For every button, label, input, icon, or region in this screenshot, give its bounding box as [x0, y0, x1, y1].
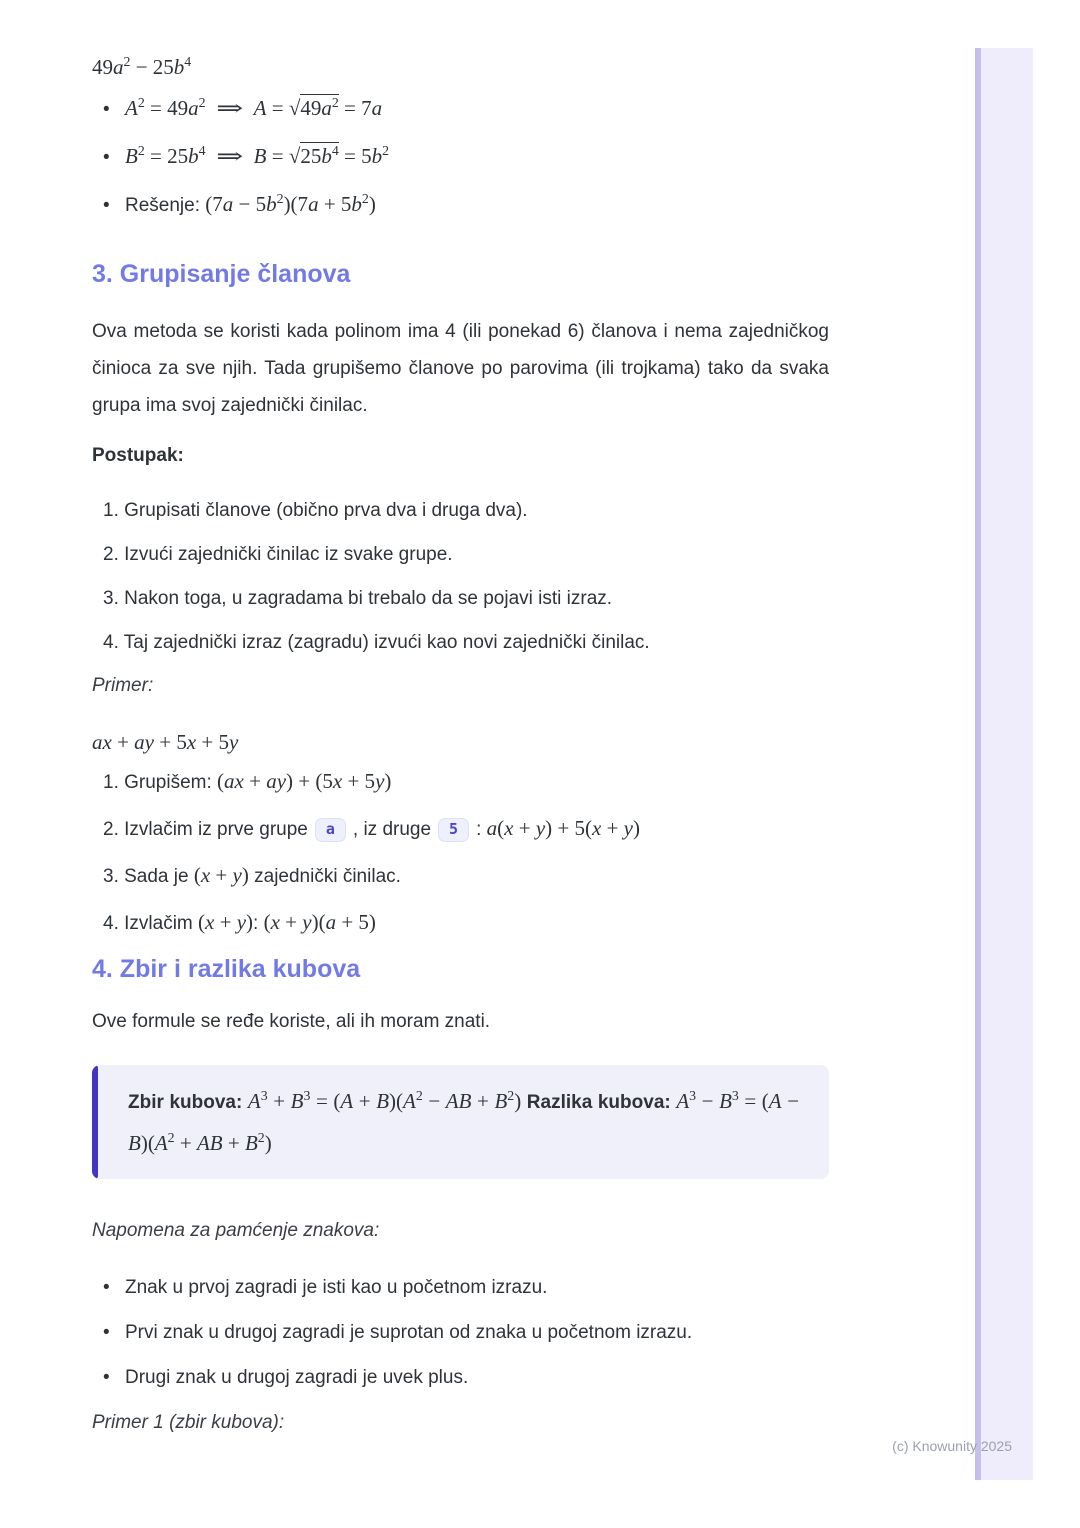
- radicand: $49a^2$: [300, 95, 339, 120]
- list-item: 3. Sada je (x + y) zajednički činilac.: [103, 863, 401, 887]
- inline-code-chip: a: [315, 818, 346, 842]
- math-expression: a(x + y) + 5(x + y): [486, 816, 640, 840]
- formula-callout: [92, 1065, 829, 1179]
- list-item-text: Znak u prvoj zagradi je isti kao u početnom izrazu.: [125, 1277, 548, 1298]
- steps-list: [92, 497, 829, 657]
- list-item: [103, 139, 829, 175]
- document-content: [92, 0, 829, 1436]
- list-item: [103, 187, 829, 223]
- list-item: [103, 1365, 829, 1391]
- bold-label: Zbir kubova:: [128, 1092, 248, 1113]
- list-item-text: Prvi znak u drugoj zagradi je suprotan od znaka u početnom izrazu.: [125, 1322, 693, 1343]
- list-item: [103, 91, 829, 127]
- copyright-footer: (c) Knowunity 2025: [892, 1438, 1012, 1454]
- math-expression: (x + y): [198, 910, 254, 934]
- example-label: Primer:: [92, 675, 154, 696]
- list-item: 3. Nakon toga, u zagradama bi trebalo da se pojavi isti izraz.: [103, 588, 613, 609]
- math-expression: $49a^2 - 25b^4$: [92, 54, 192, 79]
- list-item: [103, 1275, 829, 1301]
- implies-arrow-icon: ⇒: [215, 96, 244, 120]
- callout-accent-bar: [92, 1065, 98, 1179]
- math-expression: $A^3 + B^3 = (A + B)(A^2$ − AB + $B^2$): [247, 1088, 522, 1113]
- math-expression: (x + y): [193, 863, 249, 887]
- list-item: 1. Grupišem: (ax + ay) + (5x + 5y): [103, 769, 392, 793]
- math-expression: (x + y)(a + 5): [263, 910, 376, 934]
- bullet-icon: •: [103, 1367, 110, 1388]
- implies-arrow-icon: ⇒: [215, 144, 244, 168]
- math-expression: ax + ay + 5x + 5y: [92, 730, 239, 754]
- math-expression-line: [92, 727, 829, 758]
- list-item: 2. Izvući zajednički činilac iz svake grupe.: [103, 544, 453, 565]
- radical-sign: √: [288, 96, 301, 120]
- list-item-text: Drugi znak u drugoj zagradi je uvek plus.: [125, 1367, 469, 1388]
- section-heading-grupisanje: 3. Grupisanje članova: [92, 260, 351, 288]
- bullet-icon: •: [103, 147, 110, 168]
- list-item: 1. Grupisati članove (obično prva dva i druga dva).: [103, 500, 528, 521]
- next-page-edge: [975, 48, 1033, 1480]
- steps-label: Postupak:: [92, 445, 184, 466]
- inline-code-chip: 5: [438, 818, 469, 842]
- math-expression: $A^3 - B^3 = (A - B)(A^2$ + AB + $B^2$): [128, 1088, 800, 1155]
- bullet-icon: •: [103, 1322, 110, 1343]
- bold-label: Razlika kubova:: [526, 1092, 677, 1113]
- math-expression: (ax + ay) + (5x + 5y): [217, 769, 392, 793]
- section3-intro-paragraph: Ova metoda se koristi kada polinom ima 4 (ili ponekad 6) članova i nema zajedničkog činioca za sve njih. Tada grupišemo članove po parovima (ili trojkama) tako da svaka grupa ima svoj zajednički činilac.: [92, 321, 829, 416]
- list-item-text: [125, 139, 389, 175]
- example1-label: Primer 1 (zbir kubova):: [92, 1412, 285, 1433]
- math-expression-line: [92, 52, 829, 83]
- factoring-bullet-list: [92, 91, 829, 223]
- section4-intro-paragraph: Ove formule se ređe koriste, ali ih moram znati.: [92, 1011, 491, 1032]
- list-item: 4. Izvlačim (x + y): (x + y)(a + 5): [103, 910, 376, 934]
- radicand: $25b^4$: [300, 143, 339, 168]
- notes-bullet-list: [92, 1275, 829, 1391]
- list-item: 2. Izvlačim iz prve grupe a , iz druge 5 : a(x + y) + 5(x + y): [103, 816, 640, 840]
- math-expression: $(7a - 5b^2)(7a + 5b^2)$: [205, 191, 376, 216]
- example-steps-list: [92, 766, 829, 939]
- list-item-text: [125, 91, 382, 127]
- bullet-icon: •: [103, 195, 110, 216]
- bullet-icon: •: [103, 99, 110, 120]
- list-item: [103, 1320, 829, 1346]
- section-heading-kubovi: 4. Zbir i razlika kubova: [92, 955, 361, 983]
- list-item-text: Rešenje: $(7a - 5b^2)(7a + 5b^2)$: [125, 191, 376, 216]
- note-label: Napomena za pamćenje znakova:: [92, 1220, 380, 1241]
- math-expression: $A^2 = 49a^2$ ⇒ $A = √49a^2 = 7a$: [125, 96, 382, 120]
- callout-formulas: [128, 1081, 799, 1165]
- radical-sign: √: [288, 144, 301, 168]
- math-expression: $B^2 = 25b^4$ ⇒ $B = √25b^4 = 5b^2$: [125, 144, 389, 168]
- bullet-icon: •: [103, 1277, 110, 1298]
- list-item: 4. Taj zajednički izraz (zagradu) izvući kao novi zajednički činilac.: [103, 632, 650, 653]
